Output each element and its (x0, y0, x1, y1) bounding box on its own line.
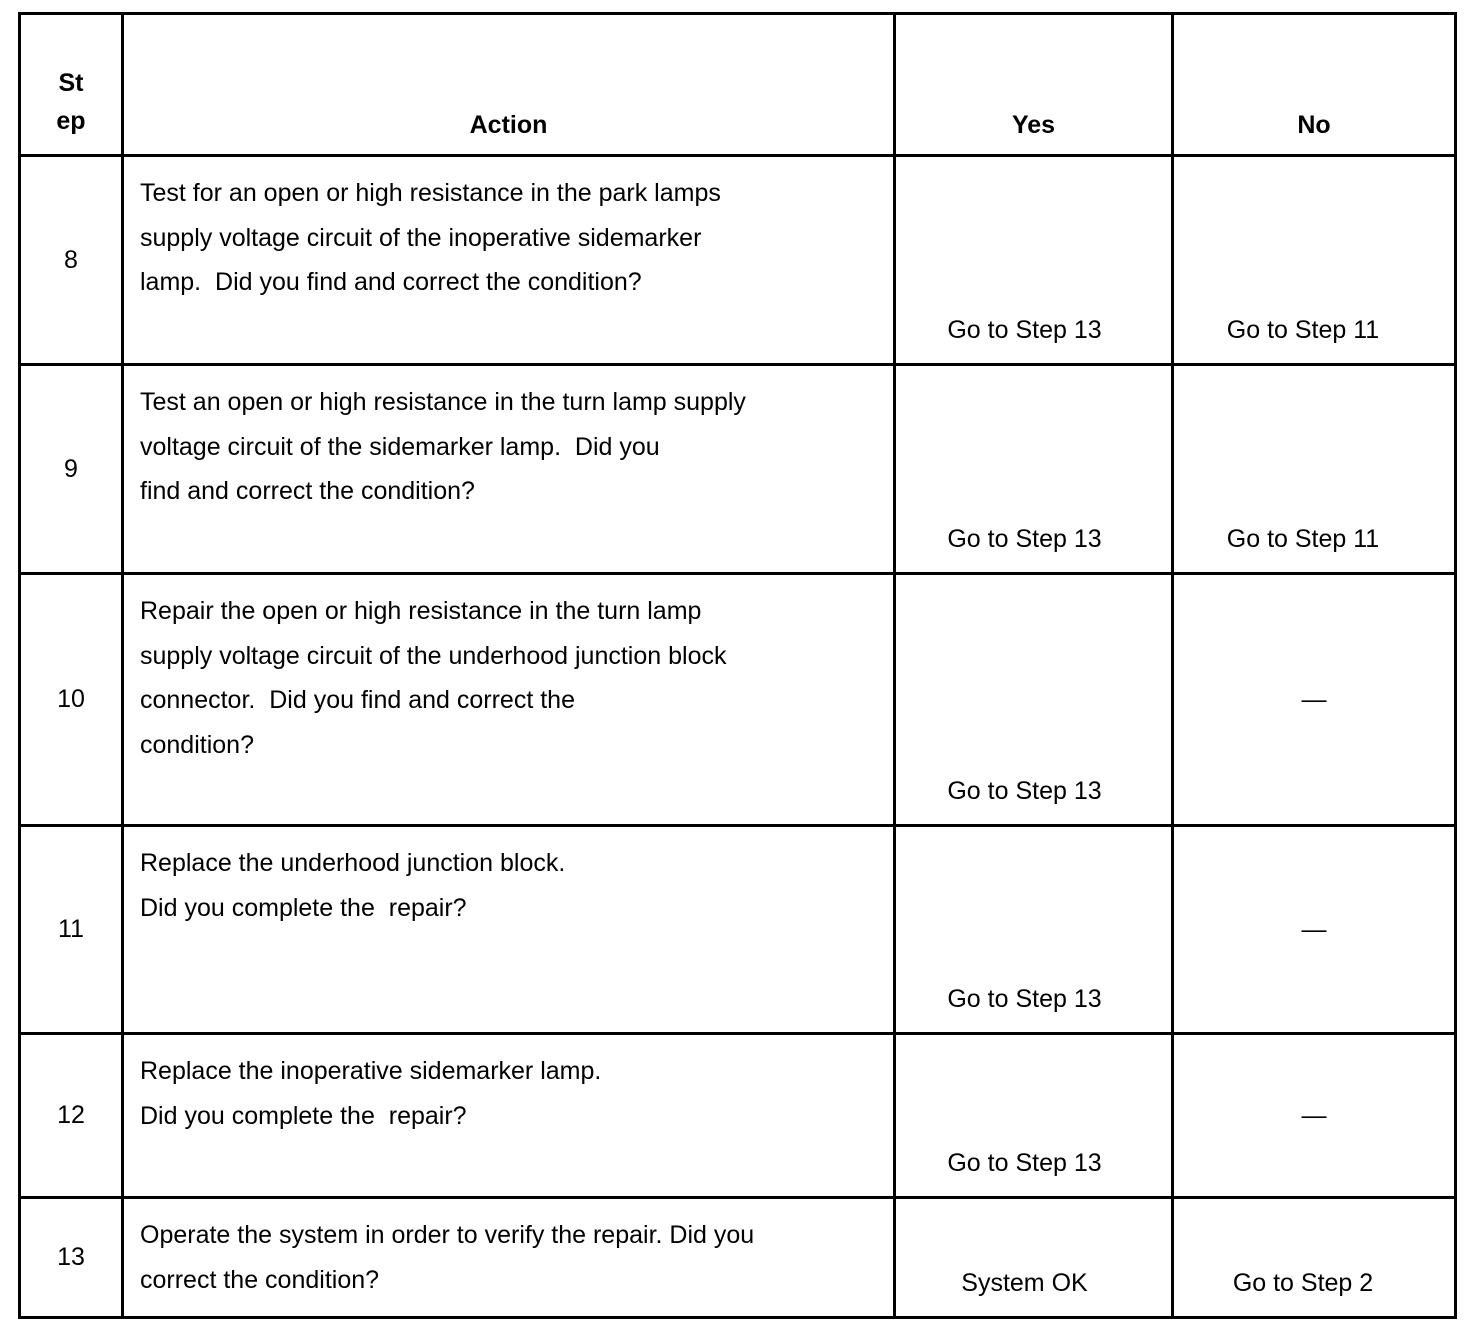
no-cell (1173, 574, 1456, 826)
step-number: 12 (20, 1034, 123, 1198)
yes-cell (895, 574, 1173, 826)
yes-cell (895, 156, 1173, 365)
no-cell (1173, 826, 1456, 1034)
header-no: No (1173, 14, 1456, 156)
step-number: 11 (20, 826, 123, 1034)
action-line: supply voltage circuit of the inoperative sidemarker (140, 223, 702, 252)
no-cell (1173, 156, 1456, 365)
table-row (20, 574, 1456, 826)
no-result: Go to Step 11 (1226, 525, 1380, 553)
yes-cell (895, 1034, 1173, 1198)
action-line: correct the condition? (140, 1265, 380, 1294)
yes-result: Go to Step 13 (947, 777, 1102, 805)
table-row (20, 1198, 1456, 1318)
action-cell (123, 156, 895, 365)
action-line: Test for an open or high resistance in the park lamps (140, 179, 721, 207)
action-line: voltage circuit of the sidemarker lamp. Did you (140, 432, 660, 461)
no-cell (1173, 1034, 1456, 1198)
action-line: connector. Did you find and correct the (140, 686, 575, 714)
step-number: 10 (20, 574, 123, 826)
table-row (20, 1034, 1456, 1198)
yes-cell (895, 826, 1173, 1034)
table-row (20, 156, 1456, 365)
header-step (20, 14, 123, 156)
step-number: 13 (20, 1198, 123, 1318)
yes-result: System OK (961, 1269, 1088, 1297)
no-result: Go to Step 11 (1226, 316, 1380, 344)
action-line: Replace the inoperative sidemarker lamp. (140, 1057, 602, 1085)
yes-cell (895, 1198, 1173, 1318)
action-cell (123, 1198, 895, 1318)
header-step-line2: ep (56, 107, 86, 135)
no-result: — (1301, 1101, 1327, 1129)
action-line: condition? (140, 730, 254, 759)
no-result: Go to Step 2 (1232, 1269, 1374, 1297)
step-number: 8 (20, 156, 123, 365)
action-line: supply voltage circuit of the underhood junction block (140, 641, 727, 670)
header-row (20, 14, 1456, 156)
no-result: — (1301, 915, 1327, 943)
table-row (20, 365, 1456, 574)
action-line: find and correct the condition? (140, 477, 475, 505)
action-line: Did you complete the repair? (140, 893, 467, 922)
table-body (20, 156, 1456, 1318)
yes-cell (895, 365, 1173, 574)
yes-result: Go to Step 13 (947, 525, 1102, 553)
no-cell (1173, 1198, 1456, 1318)
action-cell (123, 1034, 895, 1198)
step-number: 9 (20, 365, 123, 574)
table-row (20, 826, 1456, 1034)
action-line: Operate the system in order to verify the repair. Did you (140, 1221, 755, 1249)
action-cell (123, 574, 895, 826)
yes-result: Go to Step 13 (947, 316, 1102, 344)
no-cell (1173, 365, 1456, 574)
yes-result: Go to Step 13 (947, 985, 1102, 1013)
action-line: Test an open or high resistance in the turn lamp supply (140, 388, 746, 416)
action-line: Replace the underhood junction block. (140, 849, 566, 877)
header-yes: Yes (895, 14, 1173, 156)
action-line: lamp. Did you find and correct the condition? (140, 268, 642, 296)
header-step-line1: St (58, 69, 84, 97)
no-result: — (1301, 685, 1327, 713)
action-cell (123, 365, 895, 574)
yes-result: Go to Step 13 (947, 1149, 1102, 1177)
action-line: Did you complete the repair? (140, 1101, 467, 1130)
header-action: Action (123, 14, 895, 156)
action-cell (123, 826, 895, 1034)
action-line: Repair the open or high resistance in the turn lamp (140, 597, 702, 625)
diagnostic-table (18, 12, 1457, 1319)
